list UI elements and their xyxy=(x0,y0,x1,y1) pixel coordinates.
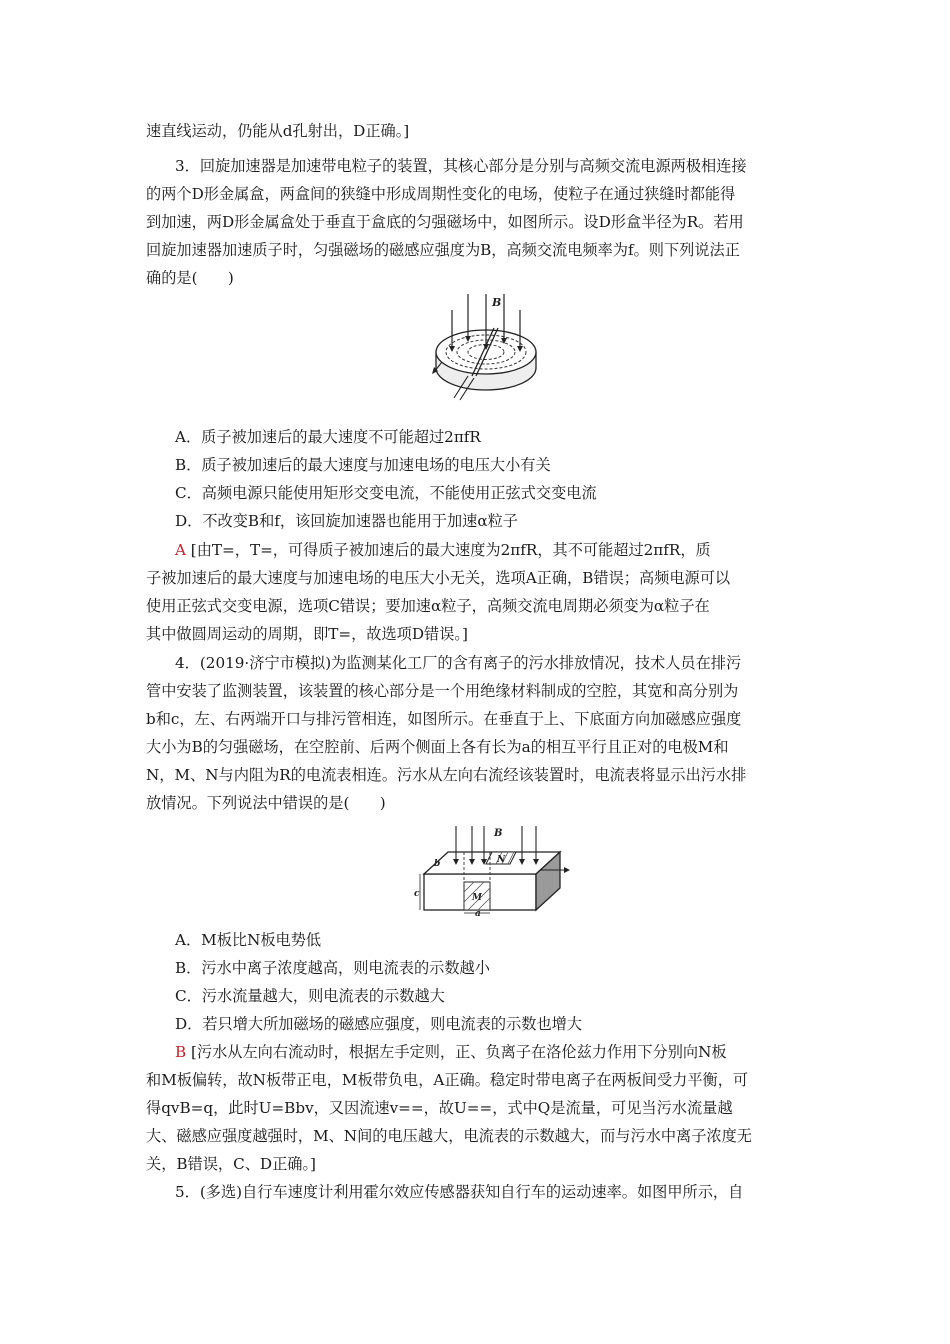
electrode-n-label: N xyxy=(497,855,506,865)
q3-option-b: B．质子被加速后的最大速度与加速电场的电压大小有关 xyxy=(175,456,551,474)
q4-stem-line: 4．(2019·济宁市模拟)为监测某化工厂的含有离子的污水排放情况，技术人员在排污 xyxy=(175,654,742,672)
q4-stem-line: 大小为B的匀强磁场，在空腔前、后两个侧面上各有长为a的相互平行且正对的电极M和 xyxy=(146,738,729,756)
q4-answer-letter: B xyxy=(175,1043,187,1061)
q4-stem-line: 放情况。下列说法中错误的是( ) xyxy=(146,794,386,812)
q3-explanation-line: 使用正弦式交变电源，选项C错误；要加速α粒子，高频交流电周期必须变为α粒子在 xyxy=(146,597,710,615)
q3-option-a: A．质子被加速后的最大速度不可能超过2πfR xyxy=(175,428,481,446)
q3-explanation-text: [由T=，T=，可得质子被加速后的最大速度为2πfR，其不可能超过2πfR，质 xyxy=(190,541,711,559)
q4-stem-line: N，M、N与内阻为R的电流表相连。污水从左向右流经该装置时，电流表将显示出污水排 xyxy=(146,766,747,784)
flowmeter-figure xyxy=(412,822,572,917)
q4-option-d: D．若只增大所加磁场的磁感应强度，则电流表的示数也增大 xyxy=(175,1015,583,1033)
cyclotron-figure xyxy=(428,290,548,405)
q3-stem-line: 3．回旋加速器是加速带电粒子的装置，其核心部分是分别与高频交流电源两极相连接 xyxy=(175,157,747,175)
q3-explanation-line xyxy=(175,540,845,560)
q4-explanation-line: 得qvB=q，此时U=Bbv，又因流速v==，故U==，式中Q是流量，可见当污水流量越 xyxy=(146,1099,733,1117)
q3-explanation-line: 子被加速后的最大速度与加速电场的电压大小无关，选项A正确，B错误；高频电源可以 xyxy=(146,569,731,587)
q3-stem-line: 确的是( ) xyxy=(146,269,234,287)
q3-answer-letter: A xyxy=(175,541,186,559)
field-label: B xyxy=(492,296,502,309)
paragraph-line: 速直线运动，仍能从d孔射出，D正确。] xyxy=(146,122,410,140)
q4-explanation-line: 关，B错误，C、D正确。] xyxy=(146,1155,316,1173)
q4-explanation-line xyxy=(175,1042,845,1062)
q3-stem-line: 的两个D形金属盒，两盒间的狭缝中形成周期性变化的电场，使粒子在通过狭缝时都能得 xyxy=(146,185,736,203)
electrode-m-label: M xyxy=(472,893,482,903)
q4-stem-line: b和c，左、右两端开口与排污管相连，如图所示。在垂直于上、下底面方向加磁感应强度 xyxy=(146,710,742,728)
q3-explanation-line: 其中做圆周运动的周期，即T=，故选项D错误。] xyxy=(146,625,468,643)
q3-option-c: C．高频电源只能使用矩形交变电流，不能使用正弦式交变电流 xyxy=(175,484,597,502)
q4-explanation-line: 大、磁感应强度越强时，M、N间的电压越大，电流表的示数越大，而与污水中离子浓度无 xyxy=(146,1127,752,1145)
q4-explanation-text: [污水从左向右流动时，根据左手定则，正、负离子在洛伦兹力作用下分别向N板 xyxy=(191,1043,727,1061)
q4-explanation-line: 和M板偏转，故N板带正电，M板带负电，A正确。稳定时带电离子在两板间受力平衡，可 xyxy=(146,1071,749,1089)
q4-option-c: C．污水流量越大，则电流表的示数越大 xyxy=(175,987,445,1005)
q3-option-d: D．不改变B和f，该回旋加速器也能用于加速α粒子 xyxy=(175,512,518,530)
field-label: B xyxy=(494,828,503,839)
q3-stem-line: 回旋加速器加速质子时，匀强磁场的磁感应强度为B，高频交流电频率为f。则下列说法正 xyxy=(146,241,740,259)
q4-stem-line: 管中安装了监测装置，该装置的核心部分是一个用绝缘材料制成的空腔，其宽和高分别为 xyxy=(146,682,739,700)
q3-stem-line: 到加速，两D形金属盒处于垂直于盒底的匀强磁场中，如图所示。设D形盒半径为R。若用 xyxy=(146,213,744,231)
q4-option-a: A．M板比N板电势低 xyxy=(175,931,322,949)
q4-option-b: B．污水中离子浓度越高，则电流表的示数越小 xyxy=(175,959,490,977)
width-label: b xyxy=(434,859,441,869)
q5-stem-line: 5．(多选)自行车速度计利用霍尔效应传感器获知自行车的运动速率。如图甲所示，自 xyxy=(175,1183,744,1201)
length-label: a xyxy=(475,909,481,917)
height-label: c xyxy=(414,889,420,899)
